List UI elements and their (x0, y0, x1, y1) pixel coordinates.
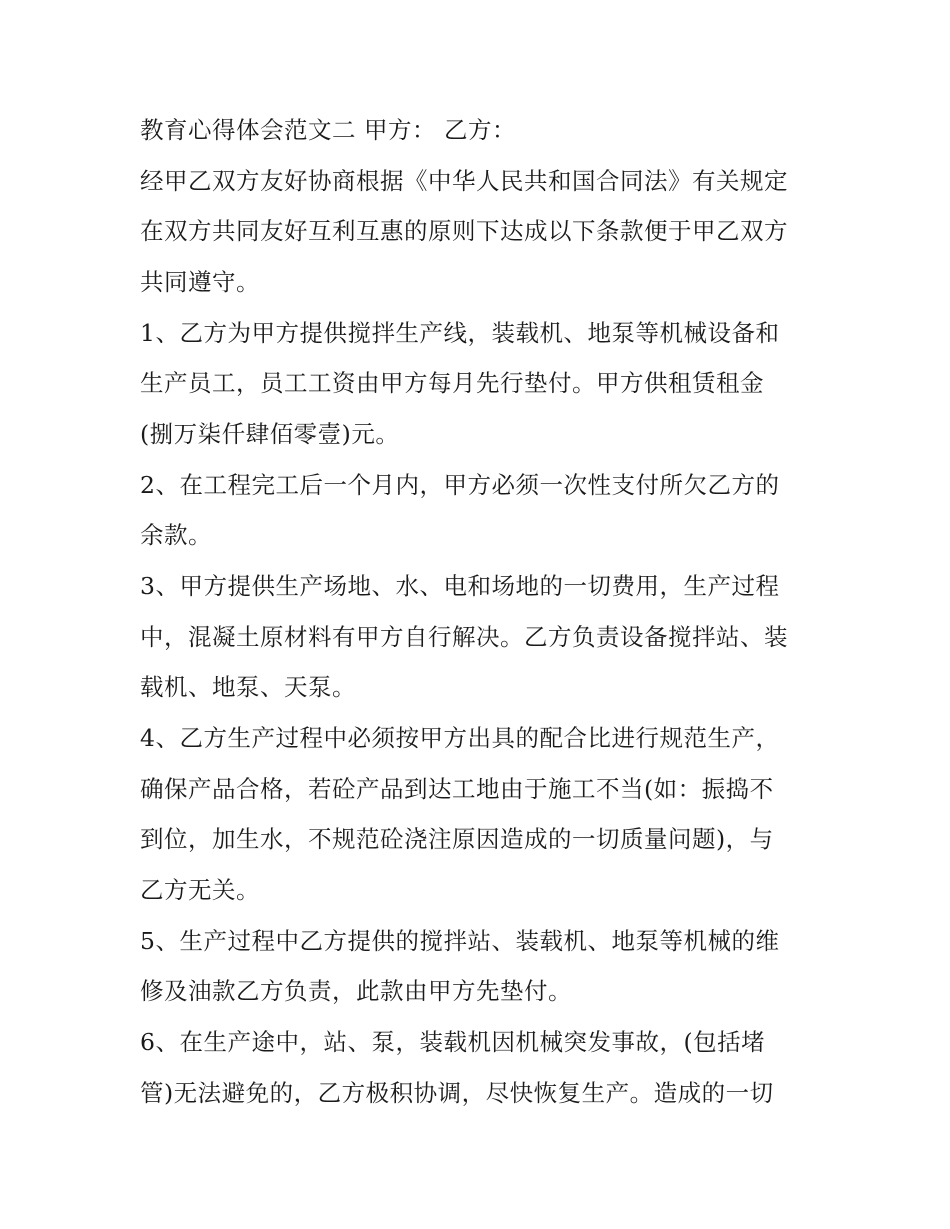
document-line: 生产员工，员工工资由甲方每月先行垫付。甲方供租赁租金 (140, 369, 764, 397)
document-line: 5、生产过程中乙方提供的搅拌站、装载机、地泵等机械的维 (140, 927, 780, 955)
document-line: 乙方无关。 (140, 876, 260, 904)
document-line: 在双方共同友好互利互惠的原则下达成以下条款便于甲乙双方 (140, 217, 788, 245)
document-line: 2、在工程完工后一个月内，甲方必须一次性支付所欠乙方的 (140, 471, 780, 499)
document-line: 修及油款乙方负责，此款由甲方先垫付。 (140, 977, 572, 1005)
document-line: 到位，加生水，不规范砼浇注原因造成的一切质量问题)，与 (140, 825, 774, 853)
document-line: 余款。 (140, 521, 212, 549)
document-line: 3、甲方提供生产场地、水、电和场地的一切费用，生产过程 (140, 572, 780, 600)
document-line: 4、乙方生产过程中必须按甲方出具的配合比进行规范生产， (140, 724, 780, 752)
document-line: 1、乙方为甲方提供搅拌生产线，装载机、地泵等机械设备和 (140, 319, 780, 347)
document-line: 确保产品合格，若砼产品到达工地由于施工不当(如：振捣不 (140, 775, 774, 803)
document-line: (捌万柒仟肆佰零壹)元。 (140, 420, 400, 448)
document-line: 共同遵守。 (140, 268, 260, 296)
document-line: 6、在生产途中，站、泵，装载机因机械突发事故，(包括堵 (140, 1028, 766, 1056)
document-line: 中，混凝土原材料有甲方自行解决。乙方负责设备搅拌站、装 (140, 623, 788, 651)
document-line: 教育心得体会范文二 甲方： 乙方： (140, 116, 516, 144)
document-line: 载机、地泵、天泵。 (140, 673, 356, 701)
document-line: 经甲乙双方友好协商根据《中华人民共和国合同法》有关规定 (140, 167, 788, 195)
document-line: 管)无法避免的，乙方极积协调，尽快恢复生产。造成的一切 (140, 1079, 774, 1107)
